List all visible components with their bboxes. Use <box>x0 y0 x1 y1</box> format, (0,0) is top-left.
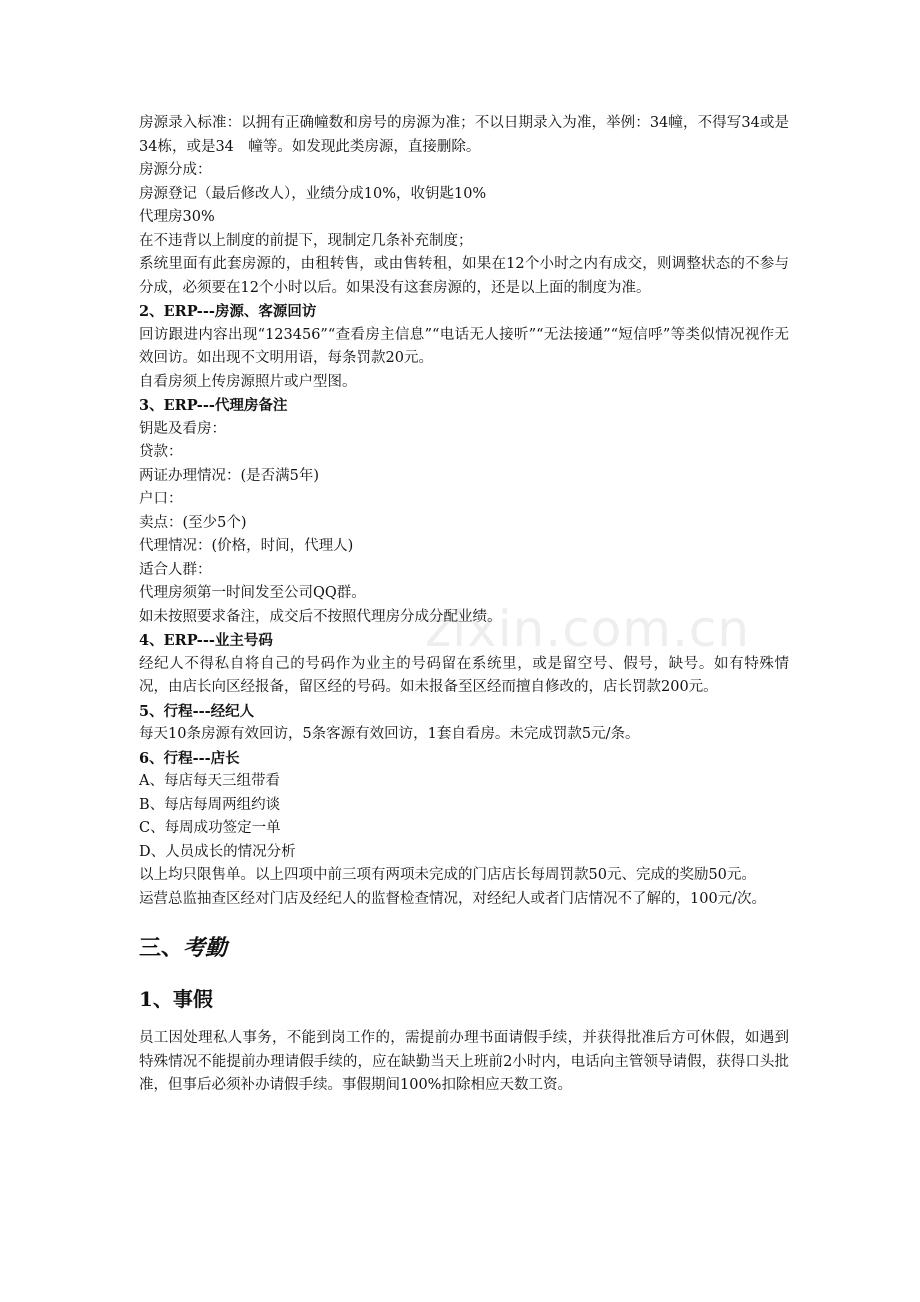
list-item-d: D、人员成长的情况分析 <box>139 843 296 860</box>
section-title: 1、事假 <box>139 987 213 1011</box>
heading-erp-agency-notes: 3、ERP---代理房备注 <box>139 397 288 414</box>
paragraph-target-buyers: 适合人群： <box>139 561 212 578</box>
paragraph-owner-number-rule: 经纪人不得私自将自己的号码作为业主的号码留在系统里，或是留空号、假号，缺号。如有特殊情况，由店长向区经报备，留区经的号码。如未报备至区经而擅自修改的，店长罚款200元。 <box>139 655 789 695</box>
chapter-number: 三、 <box>139 935 184 961</box>
watermark: zixin.com.cn <box>425 600 751 658</box>
paragraph-listing-split: 房源分成： <box>139 162 212 178</box>
paragraph-agent-schedule: 每天10条房源有效回访，5条客源有效回访，1套自看房。未完成罚款5元/条。 <box>139 726 640 742</box>
paragraph-manager-penalty: 以上均只限售单。以上四项中前三项有两项未完成的门店店长每周罚款50元、完成的奖励50元。 <box>139 867 756 883</box>
paragraph-agency-info: 代理情况：(价格，时间，代理人) <box>139 538 354 554</box>
paragraph-loan: 贷款： <box>139 444 183 460</box>
paragraph-supplement-intro: 在不违背以上制度的前提下，现制定几条补充制度； <box>139 232 473 249</box>
paragraph-follow-up-rule: 回访跟进内容出现“123456”“查看房主信息”“电话无人接听”“无法接通”“短信呼”等类似情况视作无效回访。如出现不文明用语，每条罚款20元。 <box>139 326 789 366</box>
paragraph-hukou: 户口： <box>139 491 183 507</box>
paragraph-selling-points: 卖点：(至少5个) <box>139 514 247 531</box>
paragraph-photo-rule: 自看房须上传房源照片或户型图。 <box>139 373 357 390</box>
heading-erp-follow-up: 2、ERP---房源、客源回访 <box>139 303 317 320</box>
chapter-title <box>139 933 789 963</box>
list-item-a: A、每店每天三组带看 <box>139 773 280 789</box>
heading-erp-owner-number: 4、ERP---业主号码 <box>139 632 273 649</box>
heading-agent-schedule: 5、行程---经纪人 <box>139 702 255 720</box>
paragraph-listing-standard: 房源录入标准：以拥有正确幢数和房号的房源为准；不以日期录入为准，举例：34幢，不得写34或是34栋，或是34 幢等。如发现此类房源，直接删除。 <box>139 115 789 155</box>
document-page <box>139 112 789 1098</box>
heading-manager-schedule: 6、行程---店长 <box>139 749 240 767</box>
paragraph-certificates: 两证办理情况：(是否满5年) <box>139 467 320 484</box>
list-item-c: C、每周成功签定一单 <box>139 820 281 836</box>
paragraph-agency-split: 代理房30% <box>139 209 215 225</box>
paragraph-registration-split: 房源登记（最后修改人），业绩分成10%，收钥匙10% <box>139 185 487 202</box>
paragraph-personal-leave: 员工因处理私人事务，不能到岗工作的，需提前办理书面请假手续，并获得批准后方可休假，如遇到特殊情况不能提前办理请假手续的，应在缺勤当天上班前2小时内，电话向主管领导请假，获得口头批准，但事后必须补办请假手续。事假期间100%扣除相应天数工资。 <box>139 1030 789 1093</box>
chapter-name: 考勤 <box>183 935 228 961</box>
paragraph-keys-viewing: 钥匙及看房： <box>139 420 226 437</box>
list-item-b: B、每店每周两组约谈 <box>139 796 281 813</box>
paragraph-notes-penalty: 如未按照要求备注，成交后不按照代理房分成分配业绩。 <box>139 608 502 625</box>
paragraph-supervisor-check: 运营总监抽查区经对门店及经纪人的监督检查情况，对经纪人或者门店情况不了解的，100元/次。 <box>139 890 767 907</box>
paragraph-qq-group: 代理房须第一时间发至公司QQ群。 <box>139 585 366 601</box>
paragraph-rent-sale-rule: 系统里面有此套房源的，由租转售，或由售转租，如果在12个小时之内有成交，则调整状态的不参与分成，必须要在12个小时以后。如果没有这套房源的，还是以上面的制度为准。 <box>139 256 789 296</box>
